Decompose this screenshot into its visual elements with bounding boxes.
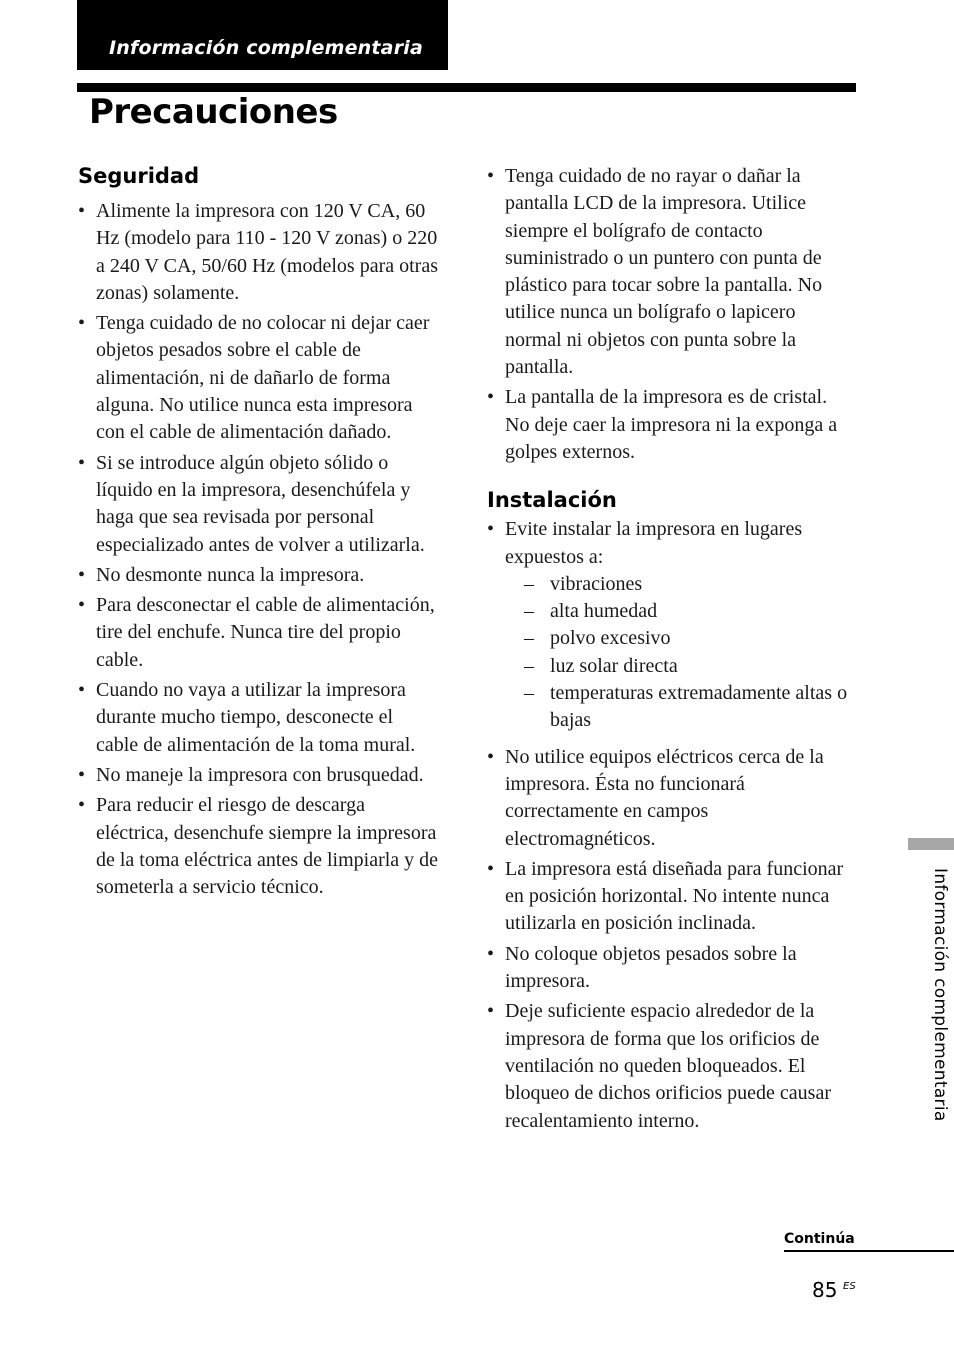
list-item: • Alimente la impresora con 120 V CA, 60 Hz (modelo para 110 - 120 V zonas) o 220 a 240 V CA, 50/60 Hz (modelos para otras zonas) solamente. bbox=[78, 198, 440, 307]
condition-item: – alta humedad bbox=[524, 598, 849, 625]
left-column bbox=[78, 160, 440, 904]
list-item: • No desmonte nunca la impresora. bbox=[78, 562, 440, 589]
side-tab-label: Información complementaria bbox=[930, 868, 950, 1122]
list-item-install-intro bbox=[487, 516, 849, 734]
list-item: • Tenga cuidado de no colocar ni dejar caer objetos pesados sobre el cable de alimentación, ni de dañarlo de forma alguna. No utilice nunca esta impresora con el cable de alimentación dañado. bbox=[78, 310, 440, 446]
safety-list bbox=[78, 198, 440, 901]
heading-instalacion: Instalación bbox=[487, 488, 617, 513]
side-tab-marker bbox=[908, 838, 954, 850]
section-tab: Información complementaria bbox=[77, 0, 448, 70]
list-item: • Si se introduce algún objeto sólido o líquido en la impresora, desenchúfela y haga que sea revisada por personal especializado antes de volver a utilizarla. bbox=[78, 450, 440, 559]
list-item: • Para reducir el riesgo de descarga eléctrica, desenchufe siempre la impresora de la toma eléctrica antes de limpiarla y de someterla a servicio técnico. bbox=[78, 792, 440, 901]
condition-item: – luz solar directa bbox=[524, 653, 849, 680]
page-number: 85 bbox=[812, 1278, 838, 1302]
lcd-list bbox=[487, 163, 849, 466]
list-item: • No coloque objetos pesados sobre la impresora. bbox=[487, 941, 849, 996]
right-column bbox=[487, 160, 849, 1138]
list-item: • La pantalla de la impresora es de cristal. No deje caer la impresora ni la exponga a golpes externos. bbox=[487, 384, 849, 466]
page-title: Precauciones bbox=[89, 92, 338, 132]
list-item: • Cuando no vaya a utilizar la impresora durante mucho tiempo, desconecte el cable de alimentación de la toma mural. bbox=[78, 677, 440, 759]
list-item: • Deje suficiente espacio alrededor de la impresora de forma que los orificios de ventilación no queden bloqueados. El bloqueo de dichos orificios puede causar recalentamiento interno. bbox=[487, 998, 849, 1134]
page-language: ES bbox=[843, 1281, 856, 1292]
list-item: • No maneje la impresora con brusquedad. bbox=[78, 762, 440, 789]
installation-list bbox=[487, 516, 849, 1135]
heading-seguridad: Seguridad bbox=[78, 164, 200, 188]
condition-item: – polvo excesivo bbox=[524, 625, 849, 652]
continua-rule bbox=[784, 1250, 954, 1252]
title-rule bbox=[77, 83, 856, 92]
install-conditions bbox=[524, 571, 849, 735]
install-intro-text: Evite instalar la impresora en lugares expuestos a: bbox=[505, 518, 803, 568]
condition-item: – temperaturas extremadamente altas o bajas bbox=[524, 680, 849, 735]
list-item: • La impresora está diseñada para funcionar en posición horizontal. No intente nunca utilizarla en posición inclinada. bbox=[487, 856, 849, 938]
list-item: • Para desconectar el cable de alimentación, tire del enchufe. Nunca tire del propio cable. bbox=[78, 592, 440, 674]
list-item: • No utilice equipos eléctricos cerca de la impresora. Ésta no funcionará correctamente en campos electromagnéticos. bbox=[487, 744, 849, 853]
continua-label: Continúa bbox=[784, 1231, 855, 1247]
list-item: • Tenga cuidado de no rayar o dañar la pantalla LCD de la impresora. Utilice siempre el bolígrafo de contacto suministrado o un puntero con punta de plástico para tocar sobre la pantalla. No utilice nunca un bolígrafo o lapicero normal ni objetos con punta sobre la pantalla. bbox=[487, 163, 849, 381]
condition-item: – vibraciones bbox=[524, 571, 849, 598]
